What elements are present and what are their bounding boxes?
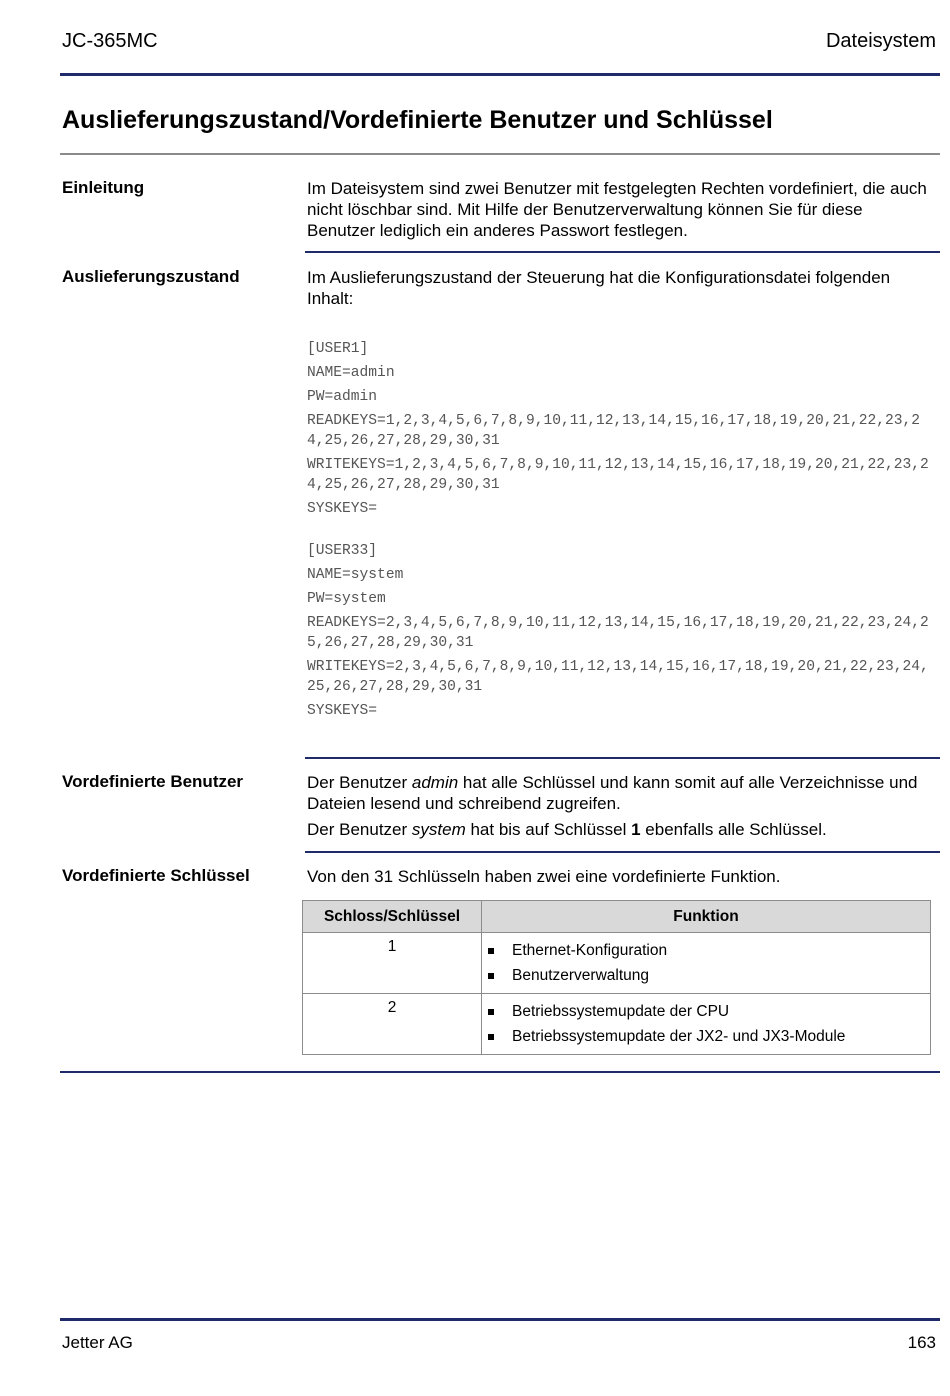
code-line: SYSKEYS= bbox=[307, 703, 378, 719]
footer-rule bbox=[60, 1318, 940, 1321]
footer-company: Jetter AG bbox=[62, 1333, 133, 1352]
code-line: NAME=admin bbox=[307, 365, 395, 381]
section-rule bbox=[305, 851, 940, 853]
table-row bbox=[303, 933, 931, 994]
list-item: Betriebssystemupdate der CPU bbox=[482, 999, 930, 1024]
code-line: READKEYS=2,3,4,5,6,7,8,9,10,11,12,13,14,15,16,17,18,19,20,21,22,23,24,25,26,27,28,29,30,31 bbox=[307, 615, 929, 651]
list-item: Benutzerverwaltung bbox=[482, 963, 930, 988]
text-benutzer-admin: Der Benutzer admin hat alle Schlüssel und kann somit auf alle Verzeichnisse und Dateien lesend und schreibend zugreifen. bbox=[307, 773, 918, 813]
code-line: NAME=system bbox=[307, 567, 404, 583]
section-rule bbox=[305, 757, 940, 759]
column-header-function: Funktion bbox=[482, 901, 931, 933]
bullet-square-icon bbox=[488, 1009, 494, 1015]
bullet-square-icon bbox=[488, 973, 494, 979]
text-einleitung: Im Dateisystem sind zwei Benutzer mit festgelegten Rechten vordefiniert, die auch nicht löschbar sind. Mit Hilfe der Benutzerverwaltung können Sie für diese Benutzer lediglich ein anderes Passwort festlegen. bbox=[307, 179, 927, 240]
label-einleitung: Einleitung bbox=[62, 178, 145, 197]
keys-table bbox=[302, 900, 931, 1055]
column-header-key: Schloss/Schlüssel bbox=[303, 901, 482, 933]
function-list bbox=[482, 933, 931, 994]
header-chapter: Dateisystem bbox=[825, 30, 936, 52]
title-rule bbox=[60, 153, 940, 155]
text-schluessel: Von den 31 Schlüsseln haben zwei eine vordefinierte Funktion. bbox=[307, 867, 781, 886]
code-line: PW=system bbox=[307, 591, 386, 607]
function-list bbox=[482, 994, 931, 1055]
list-item: Ethernet-Konfiguration bbox=[482, 938, 930, 963]
text-benutzer-system: Der Benutzer system hat bis auf Schlüssel 1 ebenfalls alle Schlüssel. bbox=[307, 820, 827, 839]
code-line: [USER33] bbox=[307, 543, 378, 559]
code-line: PW=admin bbox=[307, 389, 378, 405]
code-line: WRITEKEYS=2,3,4,5,6,7,8,9,10,11,12,13,14,15,16,17,18,19,20,21,22,23,24,25,26,27,28,29,30,31 bbox=[307, 659, 929, 695]
label-vordefinierte-schluessel: Vordefinierte Schlüssel bbox=[62, 866, 250, 885]
bullet-square-icon bbox=[488, 948, 494, 954]
key-number: 1 bbox=[303, 933, 482, 994]
config-code-block bbox=[307, 339, 937, 725]
header-rule bbox=[60, 73, 940, 76]
label-vordefinierte-benutzer: Vordefinierte Benutzer bbox=[62, 772, 244, 791]
label-auslieferungszustand: Auslieferungszustand bbox=[62, 267, 240, 286]
bullet-square-icon bbox=[488, 1034, 494, 1040]
header-product: JC-365MC bbox=[62, 30, 158, 52]
code-line: [USER1] bbox=[307, 341, 369, 357]
table-row bbox=[303, 994, 931, 1055]
list-item: Betriebssystemupdate der JX2- und JX3-Module bbox=[482, 1024, 930, 1049]
end-rule bbox=[60, 1071, 940, 1073]
section-rule bbox=[305, 251, 940, 253]
code-line: WRITEKEYS=1,2,3,4,5,6,7,8,9,10,11,12,13,14,15,16,17,18,19,20,21,22,23,24,25,26,27,28,29,30,31 bbox=[307, 457, 929, 493]
text-auslieferungszustand: Im Auslieferungszustand der Steuerung hat die Konfigurationsdatei folgenden Inhalt: bbox=[307, 268, 891, 308]
code-line: READKEYS=1,2,3,4,5,6,7,8,9,10,11,12,13,14,15,16,17,18,19,20,21,22,23,24,25,26,27,28,29,30,31 bbox=[307, 413, 921, 449]
code-line: SYSKEYS= bbox=[307, 501, 378, 517]
page-number: 163 bbox=[907, 1333, 936, 1352]
key-number: 2 bbox=[303, 994, 482, 1055]
table-header-row bbox=[303, 901, 931, 933]
page-title: Auslieferungszustand/Vordefinierte Benutzer und Schlüssel bbox=[62, 106, 773, 134]
